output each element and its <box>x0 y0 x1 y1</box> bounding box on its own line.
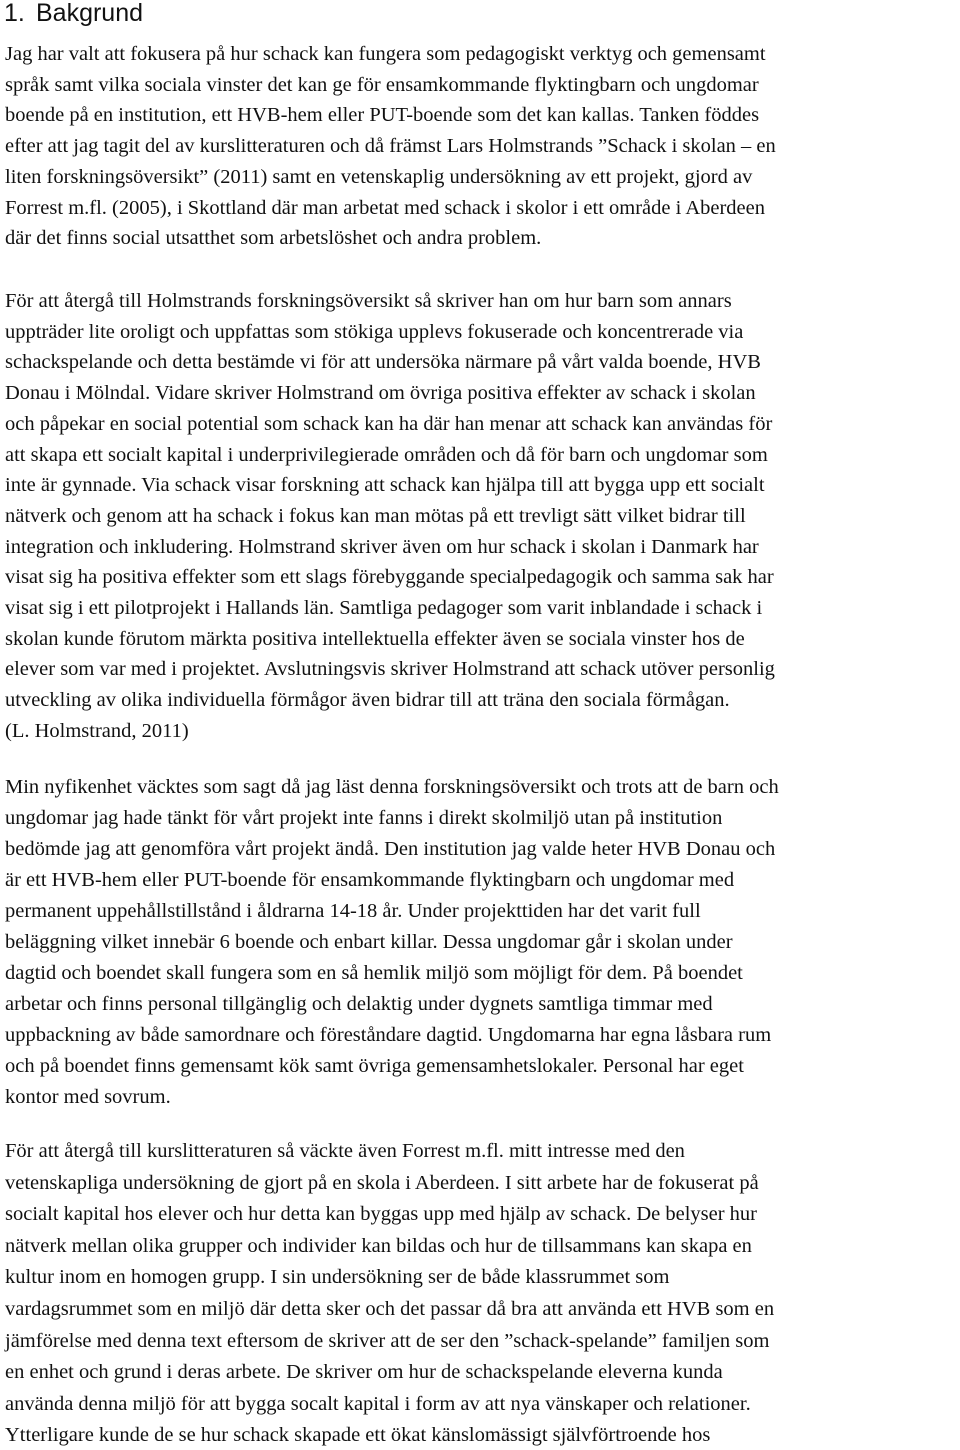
section-number: 1. <box>4 0 25 27</box>
text-line: en enhet och grund i deras arbete. De skriver om hur de schackspelande eleverna kunda <box>5 1361 723 1384</box>
text-line: Donau i Mölndal. Vidare skriver Holmstrand om övriga positiva effekter av schack i skolan <box>5 382 756 405</box>
text-line: inte är gynnade. Via schack visar forskning att schack kan hjälpa till att bygga upp ett socialt <box>5 474 765 497</box>
text-line: integration och inkludering. Holmstrand skriver även om hur schack i skolan i Danmark har <box>5 535 759 558</box>
text-line: Ytterligare kunde de se hur schack skapade ett ökat känslomässigt självförtroende hos <box>5 1424 711 1447</box>
text-line: språk samt vilka sociala vinster det kan ge för ensamkommande flyktingbarn och ungdomar <box>5 73 759 96</box>
text-line: kultur inom en homogen grupp. I sin undersökning ser de både klassrummet som <box>5 1266 670 1289</box>
text-line: uppträder lite oroligt och uppfattas som stökiga upplevs fokuserade och koncentrerade via <box>5 320 744 343</box>
text-line: jämförelse med denna text eftersom de skriver att de ser den ”schack-spelande” familjen som <box>5 1329 770 1352</box>
section-heading <box>4 0 143 30</box>
text-line: För att återgå till Holmstrands forskningsöversikt så skriver han om hur barn som annars <box>5 290 732 312</box>
text-line: skolan kunde förutom märkta positiva intellektuella effekter även se sociala vinster hos de <box>5 627 745 650</box>
text-line: är ett HVB-hem eller PUT-boende för ensamkommande flyktingbarn och ungdomar med <box>5 869 735 891</box>
text-line: visat sig ha positiva effekter som ett slags förebyggande specialpedagogik och samma sak har <box>5 566 774 589</box>
section-title: Bakgrund <box>36 0 144 27</box>
text-line: och på boendet finns gemensamt kök samt övriga gemensamhetslokaler. Personal har eget <box>5 1055 744 1077</box>
text-line: vardagsrummet som en miljö där detta sker och det passar då bra att använda ett HVB som en <box>5 1298 775 1320</box>
text-line: elever som var med i projektet. Avslutningsvis skriver Holmstrand att schack utöver personlig <box>5 658 775 681</box>
text-line: schackspelande och detta bestämde vi för att undersöka närmare på vårt valda boende, HVB <box>5 351 761 374</box>
text-line: Min nyfikenhet väcktes som sagt då jag läst denna forskningsöversikt och trots att de barn och <box>5 776 779 798</box>
text-line: bedömde jag att genomföra vårt projekt ändå. Den institution jag valde heter HVB Donau och <box>5 838 776 860</box>
text-line: (L. Holmstrand, 2011) <box>5 719 189 742</box>
text-line: boende på en institution, ett HVB-hem eller PUT-boende som det kan kallas. Tanken föddes <box>5 104 760 127</box>
text-line: efter att jag tagit del av kurslitteraturen och då främst Lars Holmstrands ”Schack i skolan – en <box>5 135 776 158</box>
text-line: liten forskningsöversikt” (2011) samt en vetenskaplig undersökning av ett projekt, gjord av <box>5 165 753 188</box>
text-line: vetenskapliga undersökning de gjort på en skola i Aberdeen. I sitt arbete har de fokuserat på <box>5 1171 759 1194</box>
text-line: nätverk mellan olika grupper och individer kan bildas och hur de tillsammans kan skapa en <box>5 1234 752 1257</box>
text-line: socialt kapital hos elever och hur detta kan byggas upp med hjälp av schack. De belyser hur <box>5 1203 757 1226</box>
text-line: att skapa ett socialt kapital i underprivilegierade områden och då för barn och ungdomar som <box>5 443 768 466</box>
text-line: arbetar och finns personal tillgänglig och delaktig under dygnets samtliga timmar med <box>5 993 713 1015</box>
text-line: permanent uppehållstillstånd i åldrarna 14-18 år. Under projekttiden har det varit full <box>5 900 701 922</box>
text-line: nätverk och genom att ha schack i fokus kan man mötas på ett trevligt sätt vilket bidrar till <box>5 504 746 527</box>
text-line: använda denna miljö för att bygga socalt kapital i form av att nya vänskaper och relationer. <box>5 1392 751 1415</box>
text-line: visat sig i ett pilotprojekt i Hallands län. Samtliga pedagoger som varit inblandade i schack i <box>5 597 763 619</box>
text-line: För att återgå till kurslitteraturen så väckte även Forrest m.fl. mitt intresse med den <box>5 1140 685 1162</box>
text-line: uppbackning av både samordnare och föreståndare dagtid. Ungdomarna har egna låsbara rum <box>5 1024 772 1046</box>
text-line: Forrest m.fl. (2005), i Skottland där man arbetat med schack i skolor i ett område i Aberdeen <box>5 196 766 219</box>
text-line: där det finns social utsatthet som arbetslöshet och andra problem. <box>5 227 542 250</box>
text-line: ungdomar jag hade tänkt för vårt projekt inte fanns i direkt skolmiljö utan på institution <box>5 807 723 829</box>
text-line: och påpekar en social potential som schack kan ha där han menar att schack kan användas för <box>5 412 773 435</box>
text-line: Jag har valt att fokusera på hur schack kan fungera som pedagogiskt verktyg och gemensamt <box>5 43 766 65</box>
text-line: kontor med sovrum. <box>5 1086 171 1108</box>
text-line: dagtid och boendet skall fungera som en så hemlik miljö som möjligt för dem. På boendet <box>5 962 743 984</box>
text-line: utveckling av olika individuella förmågor även bidrar till att träna den sociala förmågan. <box>5 689 730 712</box>
text-line: beläggning vilket innebär 6 boende och enbart killar. Dessa ungdomar går i skolan under <box>5 931 733 953</box>
